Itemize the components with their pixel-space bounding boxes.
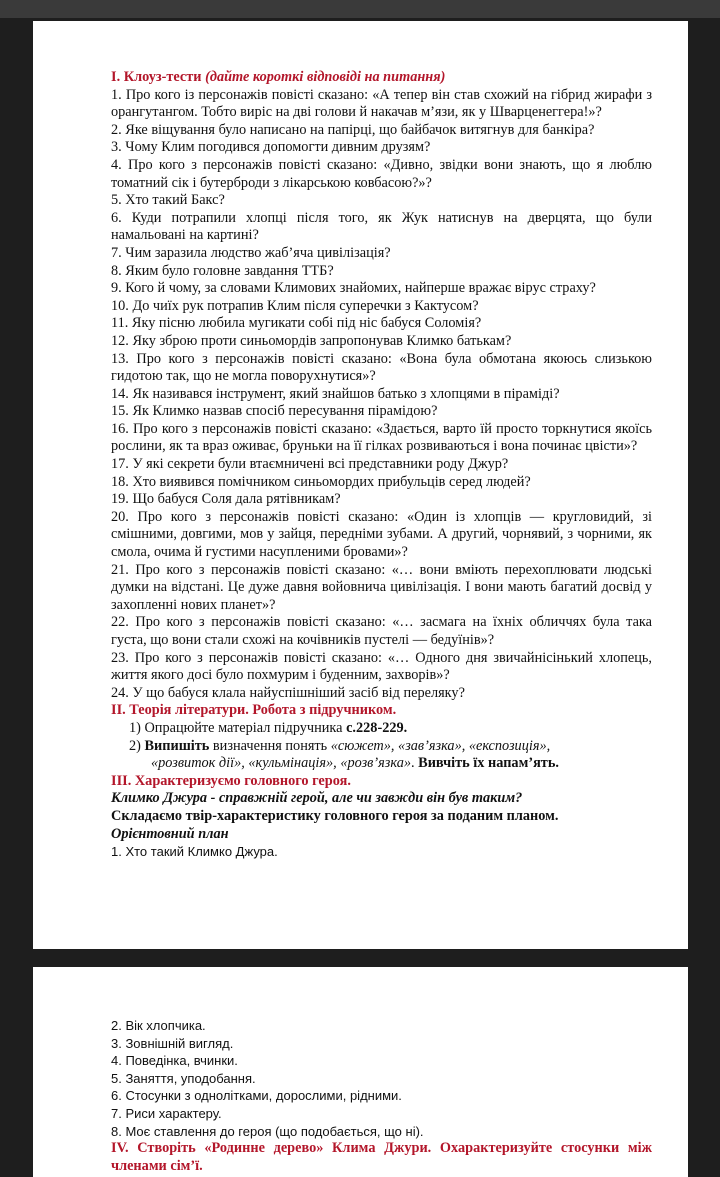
question: 22. Про кого з персонажів повісті сказано: «… засмага на їхніх обличчях була така густа, що вони стали схожі на кочівників пустелі — бедуїнів»? — [111, 614, 652, 648]
viewer-top-bar — [0, 0, 720, 18]
document-page-2 — [33, 967, 688, 1177]
question: 23. Про кого з персонажів повісті сказано: «… Одного дня звичайнісінький хлопець, життя якого досі було похмурим і буденним, захворів»? — [111, 649, 652, 684]
question: 20. Про кого з персонажів повісті сказано: «Один із хлопців — кругловидий, зі смішними, довгими, мов у зайця, передніми зубами. А другий, чорнявий, з чорними, як смола, очима й густими насупленими бровами»? — [111, 508, 652, 561]
question: 11. Яку пісню любила мугикати собі під ніс бабуся Соломія? — [111, 315, 482, 332]
section-3-heading: III. Характеризуємо головного героя. — [111, 772, 351, 789]
plan-item: 2. Вік хлопчика. — [111, 1018, 206, 1033]
question: 7. Чим заразила людство жаб’яча цивілізація? — [111, 244, 391, 261]
question: 12. Яку зброю проти синьомордів запропонував Климко батькам? — [111, 332, 512, 349]
plan-item: 8. Моє ставлення до героя (що подобається, що ні). — [111, 1123, 424, 1139]
plan-title: Орієнтовний план — [111, 825, 229, 842]
question: 13. Про кого з персонажів повісті сказано: «Вона була обмотана якоюсь слизькою гидотою так, що не могла поворухнутися»? — [111, 350, 652, 385]
section-4-heading: IV. Створіть «Родинне дерево» Клима Джури. Охарактеризуйте стосунки між членами сім’ї. — [111, 1140, 652, 1174]
question: 19. Що бабуся Соля дала рятівникам? — [111, 491, 341, 508]
textbook-task: 1) Опрацюйте матеріал підручника с.228-229. — [129, 719, 408, 736]
section-1-heading: I. Клоуз-тести (дайте короткі відповіді на питання) — [111, 69, 446, 85]
question: 9. Кого й чому, за словами Климових знайомих, найперше вражає вірус страху? — [111, 280, 596, 297]
plan-list — [111, 1017, 652, 1140]
question: 10. До чиїх рук потрапив Клим після суперечки з Кактусом? — [111, 297, 479, 314]
question: 3. Чому Клим погодився допомогти дивним друзям? — [111, 139, 431, 156]
section-2-heading: II. Теорія літератури. Робота з підручником. — [111, 702, 397, 719]
question: 17. У які секрети були втаємничені всі представники роду Джур? — [111, 456, 509, 473]
definitions-task: 2) Випишіть визначення понять «сюжет», «зав’язка», «експозиція», — [129, 737, 551, 754]
definitions-task-continued: «розвиток дії», «кульмінація», «розв’язка». Вивчіть їх напам’ять. — [151, 755, 559, 772]
plan-item: 1. Хто такий Климко Джура. — [111, 844, 278, 860]
plan-item: 5. Заняття, уподобання. — [111, 1070, 256, 1086]
question: 8. Яким було головне завдання ТТБ? — [111, 262, 334, 279]
question: 16. Про кого з персонажів повісті сказано: «Здається, варто їй просто торкнутися якоїсь рослини, як та враз оживає, бруньки на її гілках розвиваються і вона починає цвісти»? — [111, 420, 652, 455]
question: 1. Про кого із персонажів повісті сказано: «А тепер він став схожий на гібрид жирафи з орангутангом. Тобто виріс на дві голови й накачав м’язи, як у Шварценеггера!»? — [111, 86, 652, 121]
hero-question: Климко Джура - справжній герой, але чи завжди він був таким? — [111, 790, 523, 807]
question-list — [111, 87, 652, 703]
plan-item: 4. Поведінка, вчинки. — [111, 1053, 238, 1069]
question: 18. Хто виявився помічником синьомордих прибульців серед людей? — [111, 473, 531, 490]
question: 21. Про кого з персонажів повісті сказано: «… вони вміють перехоплювати людські думки на відстані. Це дуже давня войовнича цивілізація. І вони мають багатий досвід у захопленні нових планет»? — [111, 561, 652, 613]
question: 15. Як Климко назвав спосіб пересування пірамідою? — [111, 403, 438, 420]
question: 6. Куди потрапили хлопці після того, як Жук натиснув на дверцята, що були намальовані на картині? — [111, 209, 652, 244]
question: 24. У що бабуся клала найуспішніший засіб від переляку? — [111, 684, 465, 701]
question: 14. Як називався інструмент, який знайшов батько з хлопцями в піраміді? — [111, 385, 560, 402]
question: 2. Яке віщування було написано на папірці, що байбачок витягнув для банкіра? — [111, 121, 595, 138]
plan-item: 3. Зовнішній вигляд. — [111, 1035, 234, 1051]
question: 5. Хто такий Бакс? — [111, 192, 225, 209]
plan-item: 7. Риси характеру. — [111, 1105, 222, 1121]
plan-item: 6. Стосунки з однолітками, дорослими, рідними. — [111, 1088, 402, 1104]
document-page-1 — [33, 21, 688, 949]
essay-task: Складаємо твір-характеристику головного героя за поданим планом. — [111, 807, 559, 824]
question: 4. Про кого з персонажів повісті сказано: «Дивно, звідки вони знають, що я люблю томатний сік і бутерброди з лікарською ковбасою?»? — [111, 156, 652, 191]
